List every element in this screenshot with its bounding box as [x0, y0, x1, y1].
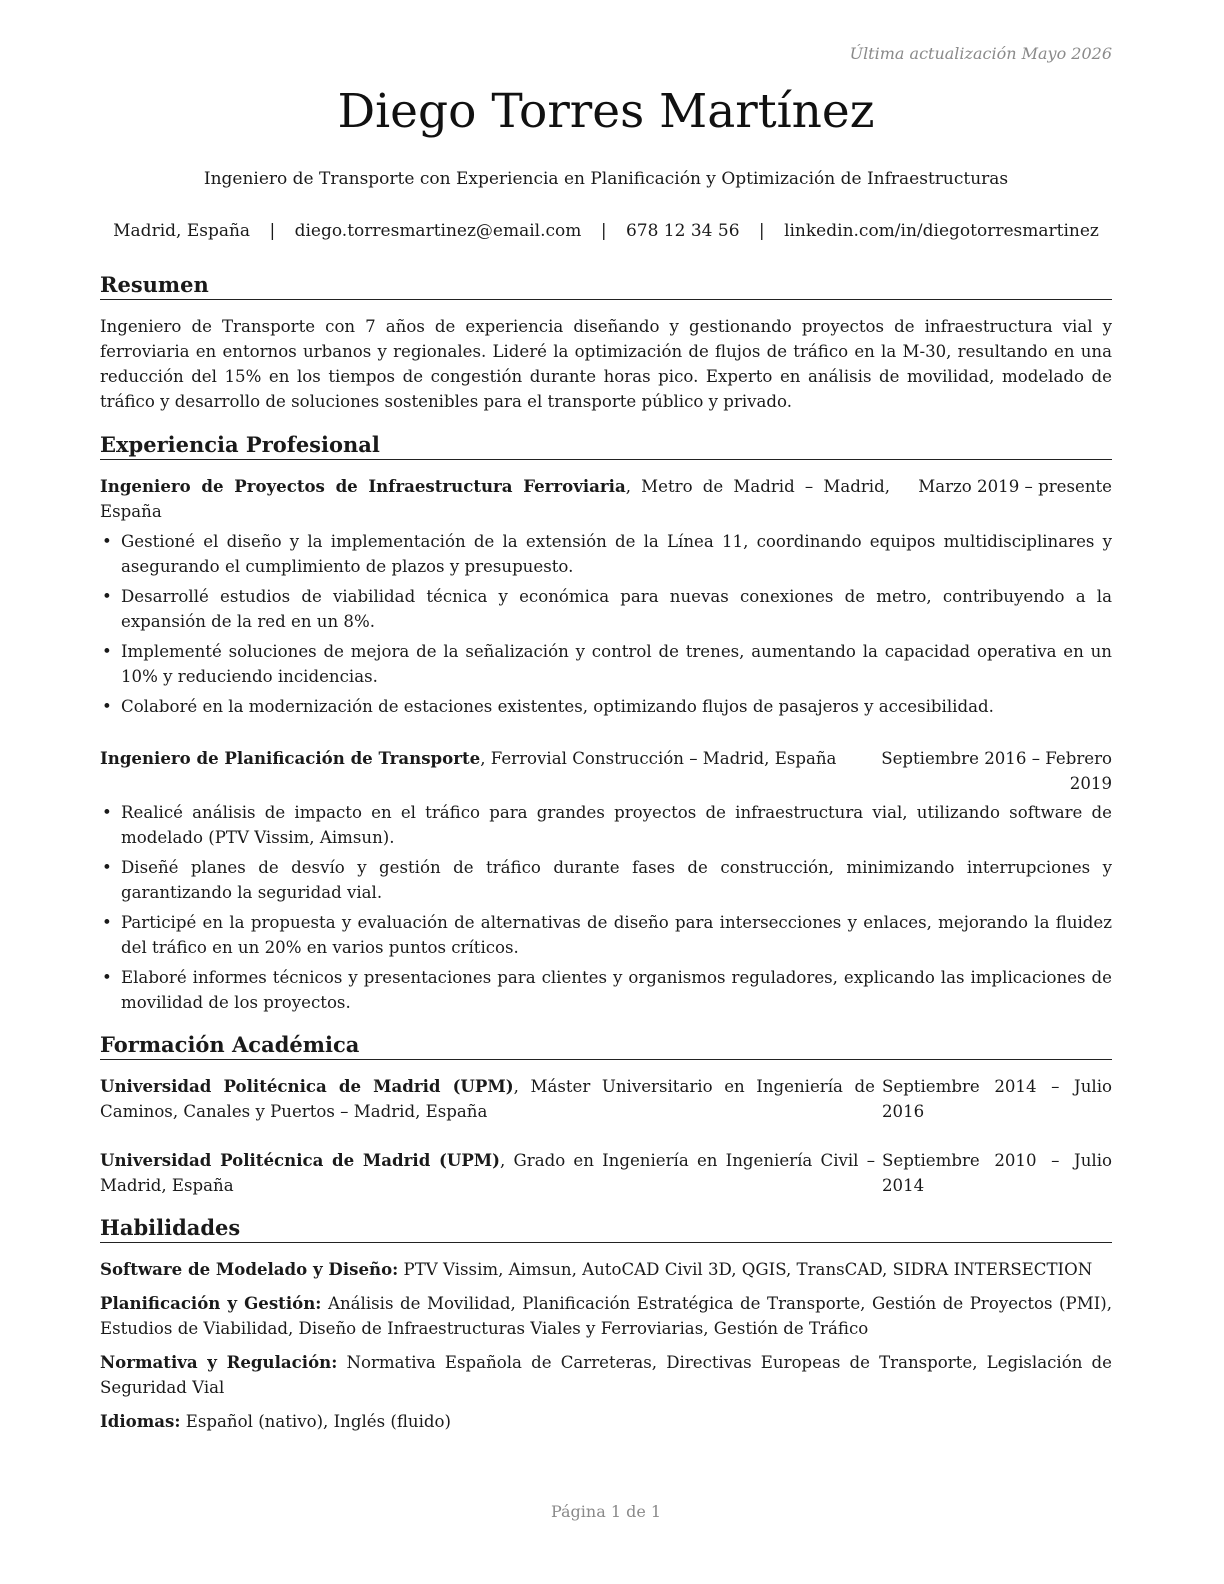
education-school: Universidad Politécnica de Madrid (UPM): [100, 1150, 501, 1170]
contact-email[interactable]: diego.torresmartinez@email.com: [294, 221, 582, 241]
skill-label: Idiomas:: [100, 1411, 181, 1431]
job-header: [100, 474, 1112, 524]
education-entry: [100, 1074, 1112, 1124]
education-title-line: [100, 1148, 875, 1198]
separator: |: [269, 221, 276, 241]
job-dates: Marzo 2019 – presente: [918, 477, 1112, 496]
skill-label: Planificación y Gestión:: [100, 1293, 322, 1313]
last-updated: Última actualización Mayo 2026: [849, 44, 1112, 63]
skill-value: Análisis de Movilidad, Planificación Estratégica de Transporte, Gestión de Proyectos (PMI), Estudios de Viabilidad, Diseño de Infraestructuras Viales y Ferroviarias, Gestión de Tráfico: [100, 1294, 1112, 1338]
list-item: • Diseñé planes de desvío y gestión de tráfico durante fases de construcción, minimizando interrupciones y garantizando la seguridad vial.: [100, 855, 1112, 905]
skill-label: Software de Modelado y Diseño:: [100, 1259, 399, 1279]
job-bullets: [100, 800, 1112, 1020]
job-bullets: [100, 529, 1112, 724]
list-item: • Implementé soluciones de mejora de la señalización y control de trenes, aumentando la capacidad operativa en un 10% y reduciendo incidencias.: [100, 639, 1112, 689]
section-title-summary: Resumen: [100, 271, 1112, 300]
headline: Ingeniero de Transporte con Experiencia en Planificación y Optimización de Infraestructuras: [203, 169, 1009, 189]
education-entry: [100, 1148, 1112, 1198]
job-title-line: [100, 746, 860, 771]
job-org: , Ferrovial Construcción – Madrid, España: [480, 749, 837, 768]
job-org: , Metro de Madrid – Madrid, España: [100, 477, 890, 521]
candidate-name: Diego Torres Martínez: [337, 84, 875, 139]
section-title-experience: Experiencia Profesional: [100, 431, 1112, 460]
list-item: • Realicé análisis de impacto en el tráfico para grandes proyectos de infraestructura vial, utilizando software de modelado (PTV Vissim, Aimsun).: [100, 800, 1112, 850]
job-title-line: [100, 474, 890, 524]
skill-row: [100, 1257, 1112, 1282]
education-degree: , Máster Universitario en Ingeniería de Caminos, Canales y Puertos – Madrid, España: [100, 1077, 875, 1121]
contact-phone: 678 12 34 56: [625, 221, 740, 241]
skill-row: [100, 1350, 1112, 1400]
separator: |: [758, 221, 765, 241]
contact-location: Madrid, España: [113, 221, 251, 241]
job-role: Ingeniero de Proyectos de Infraestructura Ferroviaria: [100, 476, 626, 496]
skill-row: [100, 1291, 1112, 1341]
skill-value: Normativa Española de Carreteras, Directivas Europeas de Transporte, Legislación de Seguridad Vial: [100, 1353, 1112, 1397]
education-dates: Septiembre 2010 – Julio 2014: [882, 1151, 1112, 1195]
contact-linkedin[interactable]: linkedin.com/in/diegotorresmartinez: [784, 221, 1099, 241]
list-item: • Participé en la propuesta y evaluación de alternativas de diseño para intersecciones y enlaces, mejorando la fluidez del tráfico en un 20% en varios puntos críticos.: [100, 910, 1112, 960]
page-number: Página 1 de 1: [550, 1502, 662, 1521]
section-title-skills: Habilidades: [100, 1214, 1112, 1243]
skill-row: [100, 1409, 1112, 1434]
job-dates: Septiembre 2016 – Febrero 2019: [881, 749, 1112, 793]
education-title-line: [100, 1074, 875, 1124]
skill-value: PTV Vissim, Aimsun, AutoCAD Civil 3D, QGIS, TransCAD, SIDRA INTERSECTION: [398, 1260, 1093, 1279]
list-item: • Colaboré en la modernización de estaciones existentes, optimizando flujos de pasajeros y accesibilidad.: [100, 694, 1112, 719]
education-degree: , Grado en Ingeniería en Ingeniería Civil – Madrid, España: [100, 1151, 875, 1195]
list-item: • Desarrollé estudios de viabilidad técnica y económica para nuevas conexiones de metro, contribuyendo a la expansión de la red en un 8%.: [100, 584, 1112, 634]
education-school: Universidad Politécnica de Madrid (UPM): [100, 1076, 514, 1096]
summary-text: Ingeniero de Transporte con 7 años de experiencia diseñando y gestionando proyectos de infraestructura vial y ferroviaria en entornos urbanos y regionales. Lideré la optimización de flujos de tráfico en la M-30, resultando en una reducción del 15% en los tiempos de congestión durante horas pico. Experto en análisis de movilidad, modelado de tráfico y desarrollo de soluciones sostenibles para el transporte público y privado.: [100, 317, 1112, 411]
list-item: • Elaboré informes técnicos y presentaciones para clientes y organismos reguladores, explicando las implicaciones de movilidad de los proyectos.: [100, 965, 1112, 1015]
job-header: [100, 746, 1112, 796]
skill-label: Normativa y Regulación:: [100, 1352, 338, 1372]
contact-line: [80, 221, 1132, 241]
skill-value: Español (nativo), Inglés (fluido): [180, 1412, 452, 1431]
separator: |: [600, 221, 607, 241]
education-dates: Septiembre 2014 – Julio 2016: [882, 1077, 1112, 1121]
list-item: • Gestioné el diseño y la implementación de la extensión de la Línea 11, coordinando equipos multidisciplinares y asegurando el cumplimiento de plazos y presupuesto.: [100, 529, 1112, 579]
section-title-education: Formación Académica: [100, 1031, 1112, 1060]
job-role: Ingeniero de Planificación de Transporte: [100, 748, 481, 768]
